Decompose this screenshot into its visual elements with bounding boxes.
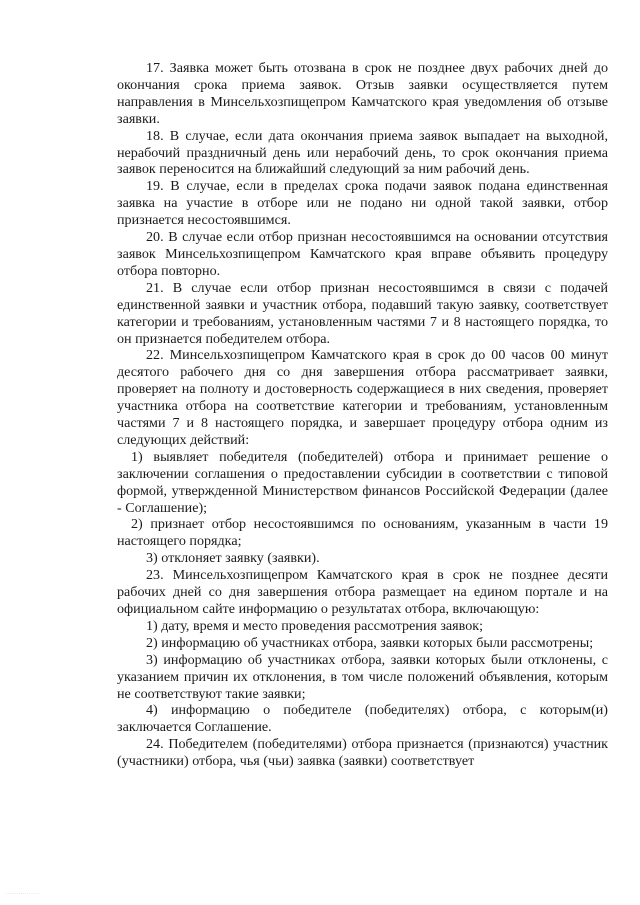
list-item-22-1: 1) выявляет победителя (победителей) отбора и принимает решение о заключении соглашения о предоставлении субсидии в соответствии с типовой формой, утвержденной Министерством финансов Российской Федерации (далее - Соглашение); [117, 448, 608, 516]
paragraph-24: 24. Победителем (победителями) отбора признается (признаются) участник (участники) отбора, чья (чьи) заявка (заявки) соответствует [117, 736, 608, 770]
paragraph-21: 21. В случае если отбор признан несостоявшимся в связи с подачей единственной заявки и участник отбора, подавший такую заявку, соответствует категории и требованиям, установленным частями 7 и 8 настоящего порядка, то он признается победителем отбора. [117, 279, 608, 347]
list-item-23-3: 3) информацию об участниках отбора, заявки которых были отклонены, с указанием причин их отклонения, в том числе положений объявления, которым не соответствуют такие заявки; [117, 651, 608, 702]
list-item-22-3: 3) отклоняет заявку (заявки). [146, 550, 320, 567]
footer-stamp: ................ [6, 890, 40, 896]
list-item-23-2: 2) информацию об участниках отбора, заявки которых были рассмотрены; [146, 634, 594, 651]
paragraph-20: 20. В случае если отбор признан несостоявшимся на основании отсутствия заявок Минсельхозпищепром Камчатского края вправе объявить процедуру отбора повторно. [117, 229, 608, 279]
paragraph-22: 22. Минсельхозпищепром Камчатского края в срок до 00 часов 00 минут десятого рабочего дня со дня завершения отбора рассматривает заявки, проверяет на полноту и достоверность содержащиеся в них сведения, проверяет участника отбора на соответствие категории и требованиям, установленным частями 7 и 8 настоящего порядка, и завершает процедуру отбора одним из следующих действий: [117, 347, 608, 448]
list-item-22-2: 2) признает отбор несостоявшимся по основаниям, указанным в части 19 настоящего порядка; [117, 516, 608, 550]
paragraph-18: 18. В случае, если дата окончания приема заявок выпадает на выходной, нерабочий праздничный день или нерабочий день, то срок окончания приема заявок переносится на ближайший следующий за ним рабочий день. [117, 127, 608, 178]
list-item-23-1: 1) дату, время и место проведения рассмотрения заявок; [146, 617, 484, 634]
paragraph-17: 17. Заявка может быть отозвана в срок не позднее двух рабочих дней до окончания срока приема заявок. Отзыв заявки осуществляется путем направления в Минсельхозпищепром Камчатского края уведомления об отзыве заявки. [117, 60, 608, 127]
list-item-23-4: 4) информацию о победителе (победителях) отбора, с которым(и) заключается Соглашение. [117, 702, 608, 736]
paragraph-19: 19. В случае, если в пределах срока подачи заявок подана единственная заявка на участие в отборе или не подано ни одной такой заявки, отбор признается несостоявшимся. [117, 178, 608, 229]
paragraph-23: 23. Минсельхозпищепром Камчатского края в срок не позднее десяти рабочих дней со дня завершения отбора размещает на едином портале и на официальном сайте информацию о результатах отбора, включающую: [117, 567, 608, 617]
document-body [117, 60, 608, 770]
